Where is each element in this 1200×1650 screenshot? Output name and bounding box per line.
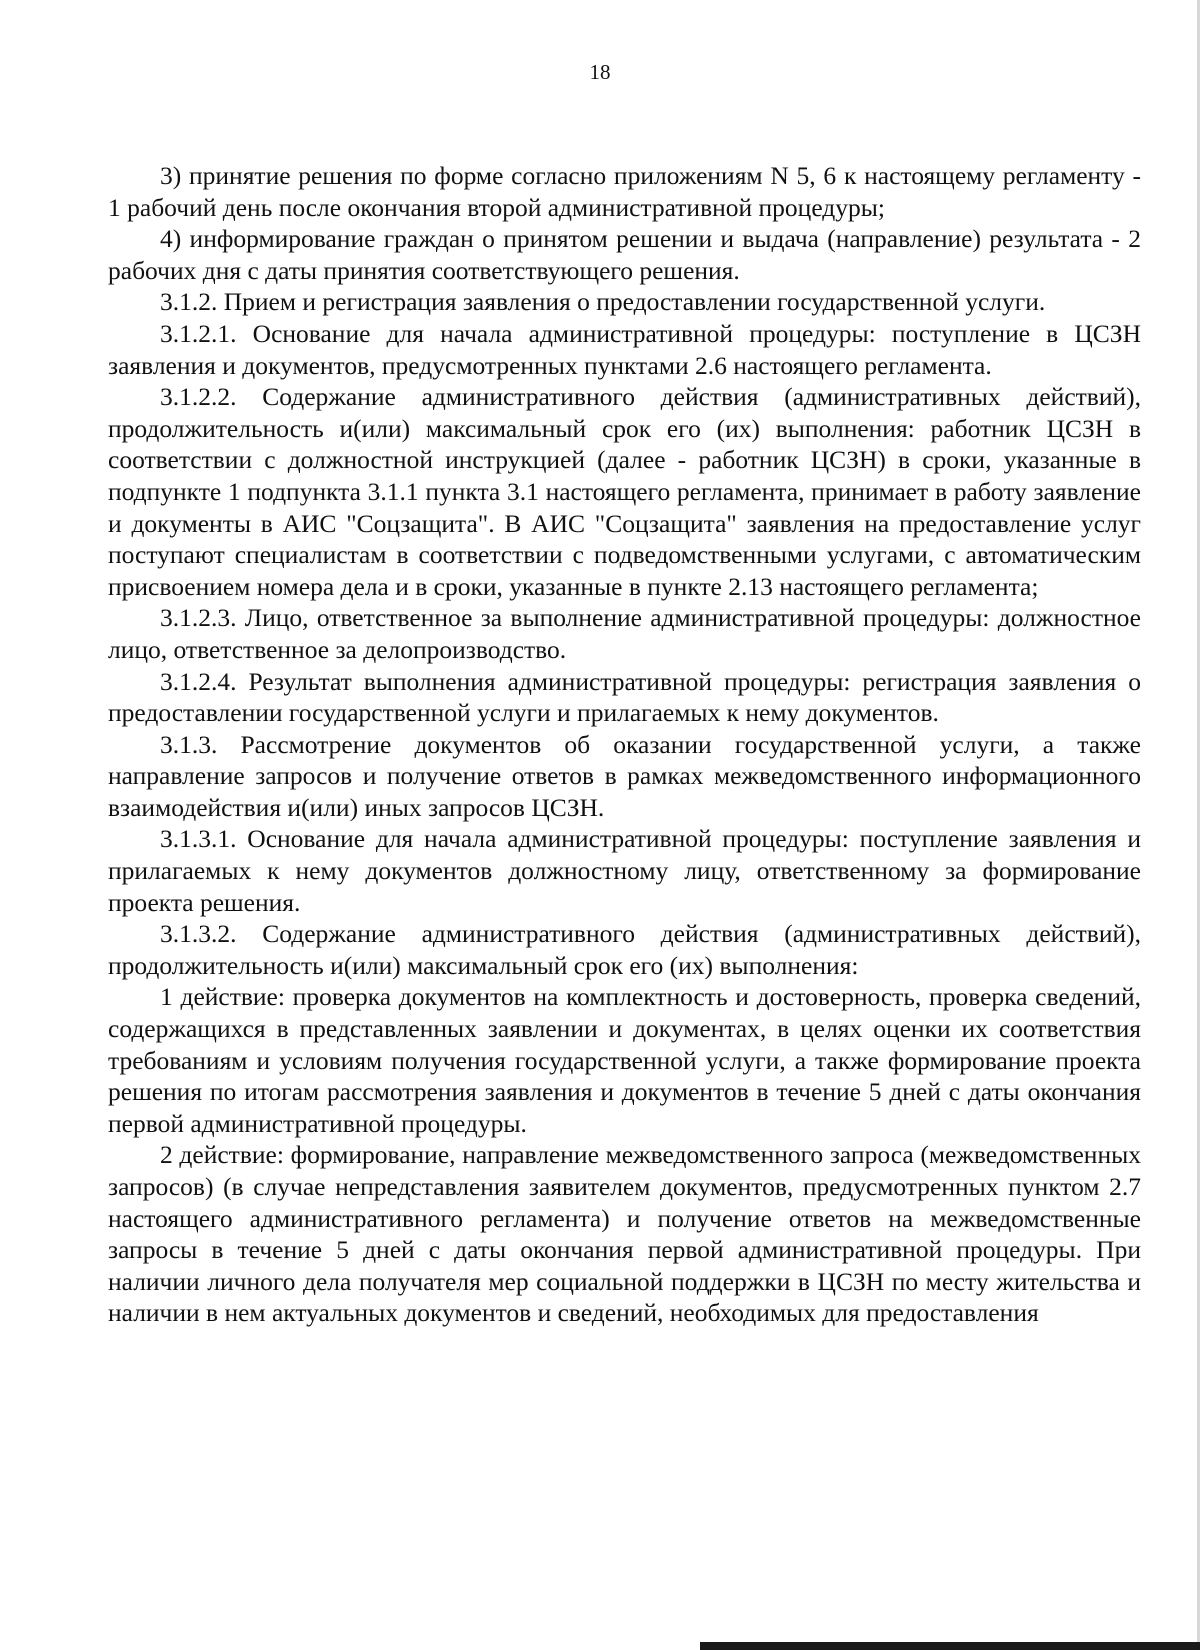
paragraph-3-1-2-1: 3.1.2.1. Основание для начала административной процедуры: поступление в ЦСЗН заявления и документов, предусмотренных пунктами 2.6 настоящего регламента.: [108, 318, 1141, 380]
paragraph-3-1-3-1: 3.1.3.1. Основание для начала административной процедуры: поступление заявления и прилагаемых к нему документов должностному лицу, ответственному за формирование проекта решения.: [108, 824, 1141, 917]
paragraph-3-1-2-4: 3.1.2.4. Результат выполнения административной процедуры: регистрация заявления о предоставлении государственной услуги и прилагаемых к нему документов.: [108, 666, 1141, 728]
paragraph-3-1-2: 3.1.2. Прием и регистрация заявления о предоставлении государственной услуги.: [160, 287, 1046, 317]
paragraph-action-1: 1 действие: проверка документов на комплектность и достоверность, проверка сведений, содержащихся в представленных заявлении и документах, в целях оценки их соответствия требованиям и условиям получения государственной услуги, а также формирование проекта решения по итогам рассмотрения заявления и документов в течение 5 дней с даты окончания первой административной процедуры.: [108, 982, 1141, 1138]
page-number: 18: [589, 60, 611, 84]
paragraph-step-4: 4) информирование граждан о принятом решении и выдача (направление) результата - 2 рабочих дня с даты принятия соответствующего решения.: [108, 224, 1141, 285]
paragraph-action-2: 2 действие: формирование, направление межведомственного запроса (межведомственных запросов) (в случае непредставления заявителем документов, предусмотренных пунктом 2.7 настоящего административного регламента) и получение ответов на межведомственные запросы в течение 5 дней с даты окончания первой административной процедуры. При наличии личного дела получателя мер социальной поддержки в ЦСЗН по месту жительства и наличии в нем актуальных документов и сведений, необходимых для предоставления: [108, 1140, 1141, 1328]
scan-edge-bottom: [700, 1642, 1200, 1650]
document-body: [108, 160, 1141, 1329]
paragraph-3-1-2-3: 3.1.2.3. Лицо, ответственное за выполнение административной процедуры: должностное лицо, ответственное за делопроизводство.: [108, 603, 1141, 664]
paragraph-3-1-3: 3.1.3. Рассмотрение документов об оказании государственной услуги, а также направление запросов и получение ответов в рамках межведомственного информационного взаимодействия и(или) иных запросов ЦСЗН.: [108, 729, 1141, 822]
paragraph-3-1-2-2: 3.1.2.2. Содержание административного действия (административных действий), продолжительность и(или) максимальный срок его (их) выполнения: работник ЦСЗН в соответствии с должностной инструкцией (далее - работник ЦСЗН) в сроки, указанные в подпункте 1 подпункта 3.1.1 пункта 3.1 настоящего регламента, принимает в работу заявление и документы в АИС "Соцзащита". В АИС "Соцзащита" заявления на предоставление услуг поступают специалистам в соответствии с подведомственными услугами, с автоматическим присвоением номера дела и в сроки, указанные в пункте 2.13 настоящего регламента;: [108, 382, 1141, 601]
paragraph-step-3: 3) принятие решения по форме согласно приложениям N 5, 6 к настоящему регламенту - 1 рабочий день после окончания второй административной процедуры;: [108, 161, 1141, 222]
paragraph-3-1-3-2: 3.1.3.2. Содержание административного действия (административных действий), продолжительность и(или) максимальный срок его (их) выполнения:: [108, 919, 1141, 980]
